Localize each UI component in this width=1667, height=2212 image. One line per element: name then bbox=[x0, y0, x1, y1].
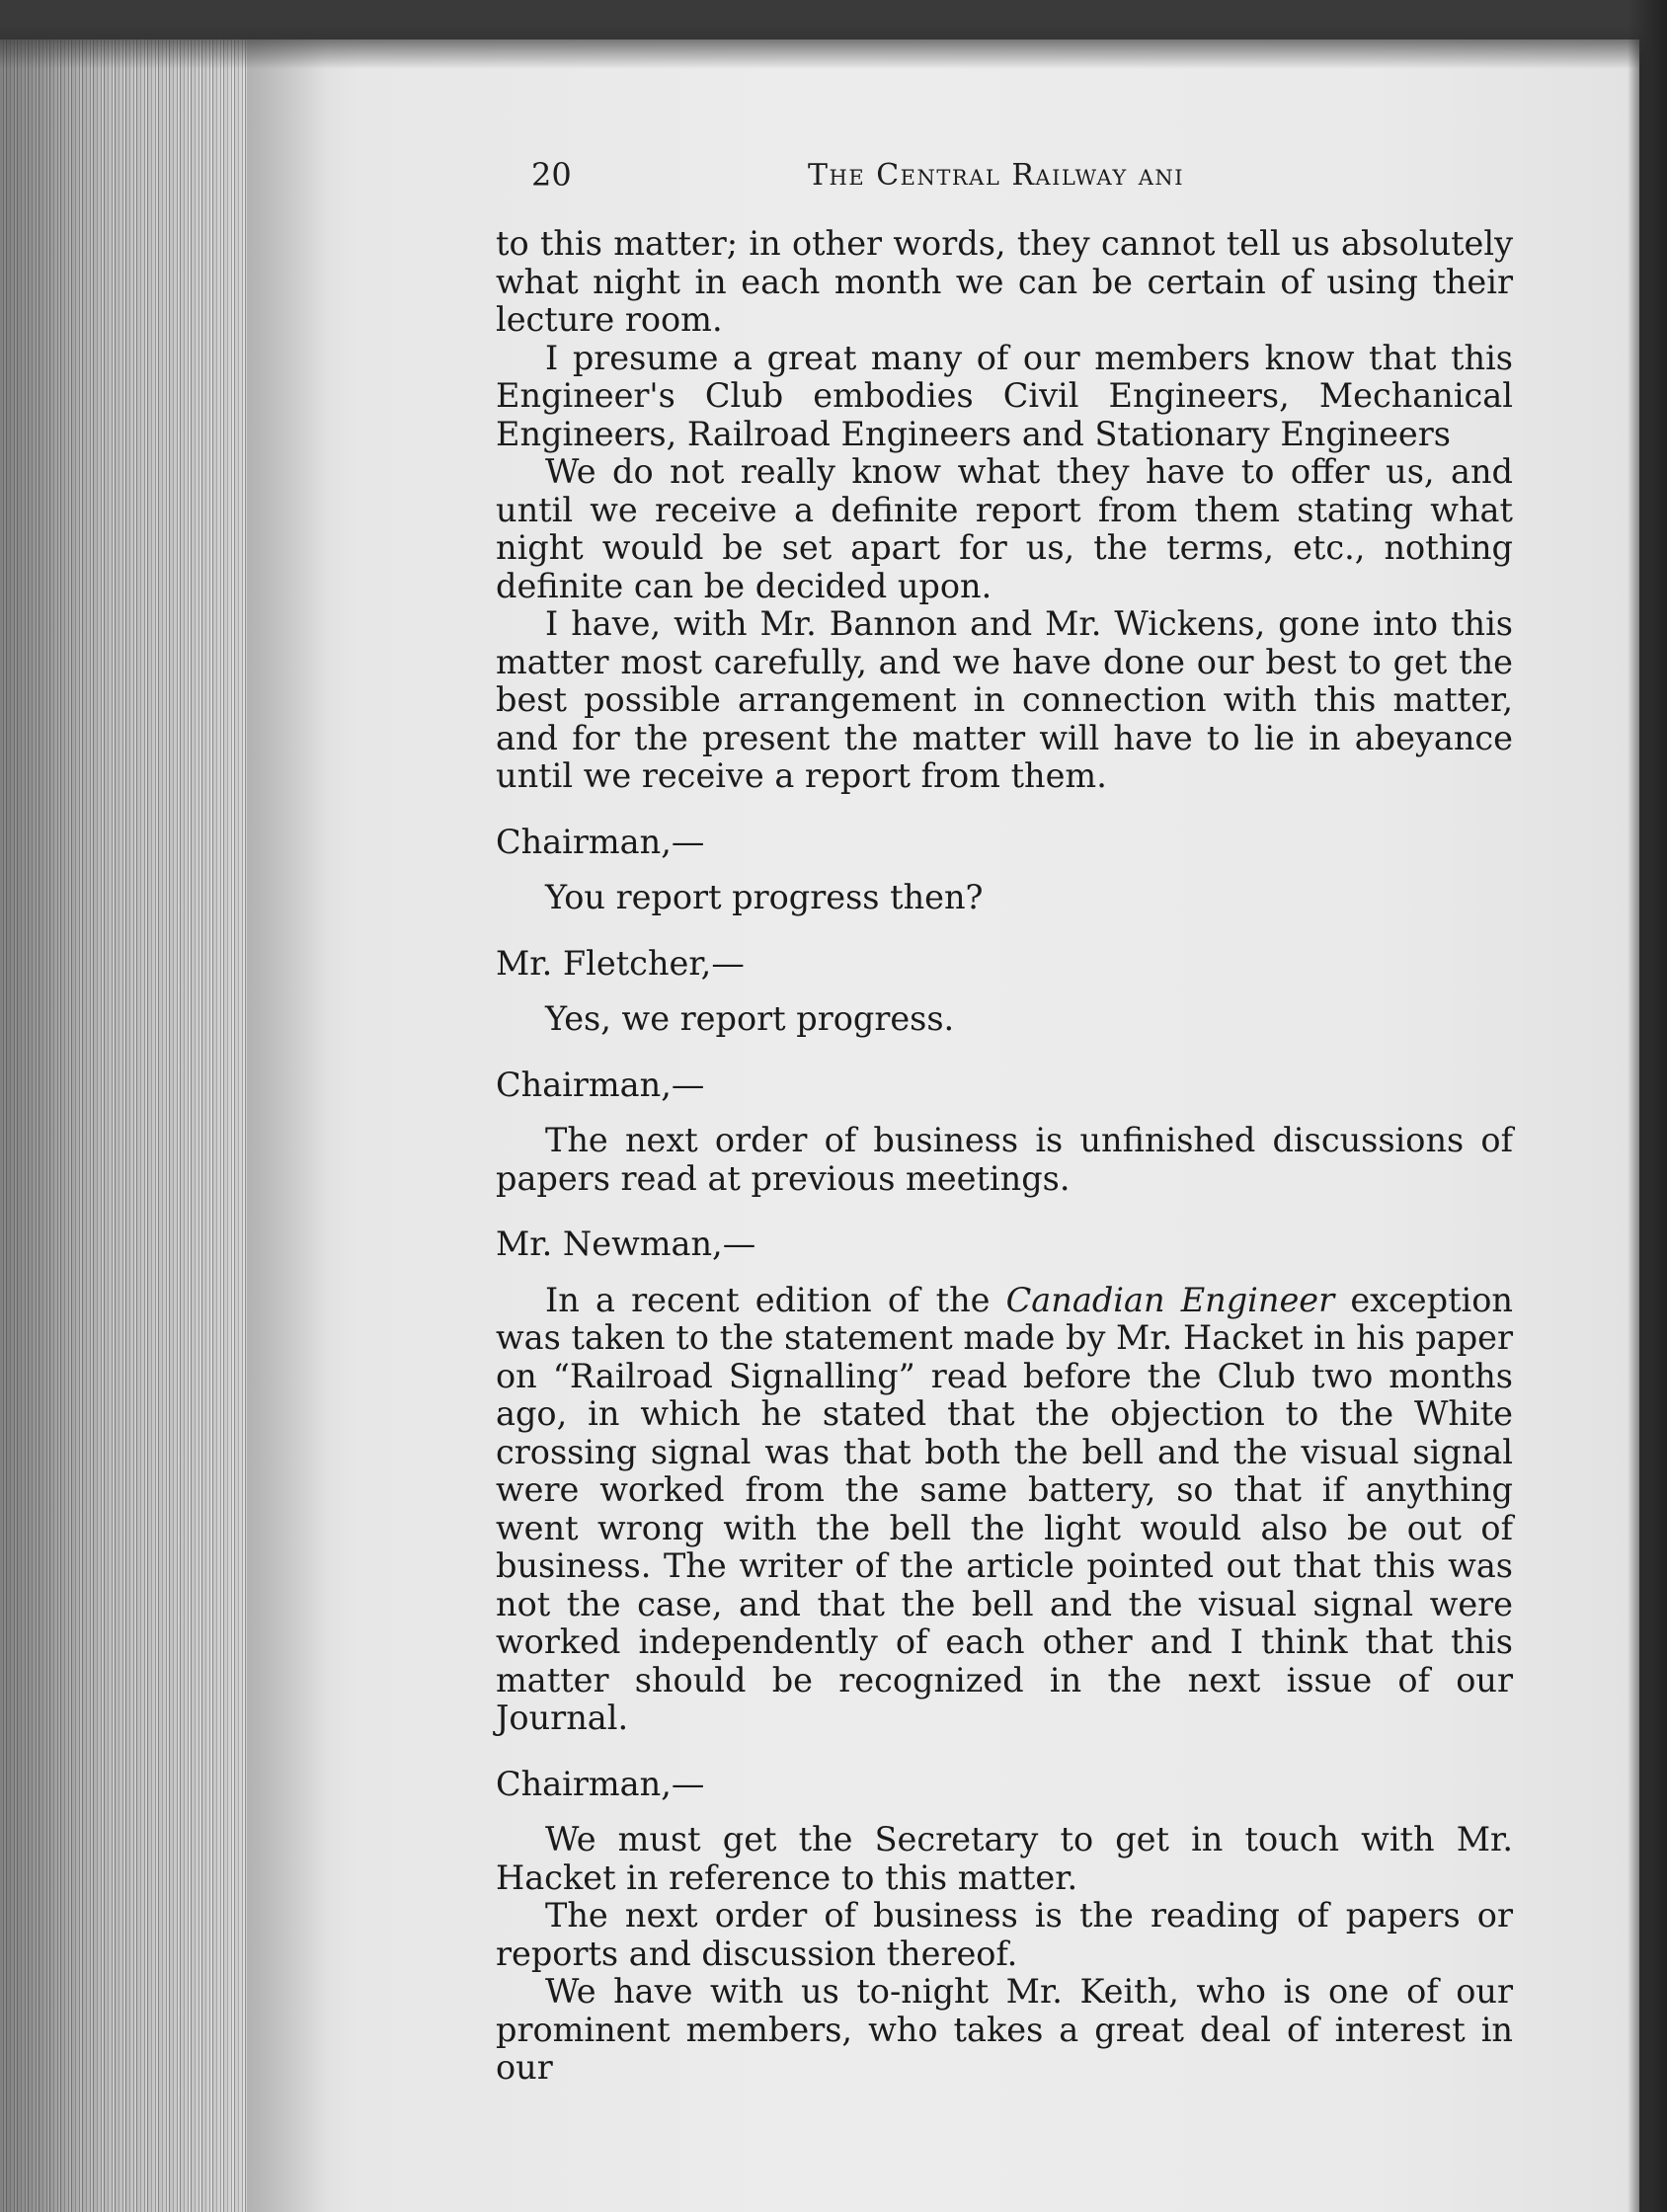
speech bbox=[496, 1282, 1513, 1738]
paragraph: I presume a great many of our members know that this Engineer's Club embodies Civil Engineers, Mechanical Engineers, Railroad Engineers and Stationary Engineers bbox=[496, 338, 1513, 453]
top-scan-shadow bbox=[0, 0, 1667, 69]
page-body bbox=[496, 225, 1513, 2088]
speech: You report progress then? bbox=[545, 878, 984, 916]
publication-title: Canadian Engineer bbox=[1005, 1280, 1335, 1319]
paragraph: The next order of business is the reading of papers or reports and discussion thereof. bbox=[496, 1896, 1513, 1973]
page-number: 20 bbox=[531, 156, 572, 194]
right-scan-edge bbox=[1627, 0, 1667, 2212]
speech: The next order of business is unfinished discussions of papers read at previous meetings. bbox=[496, 1121, 1513, 1198]
speaker-label: Chairman,— bbox=[496, 1065, 705, 1104]
gutter-shadow bbox=[247, 40, 326, 2212]
speaker-label: Mr. Newman,— bbox=[496, 1224, 756, 1263]
running-head bbox=[531, 156, 1519, 205]
speaker-label: Chairman,— bbox=[496, 1764, 705, 1803]
paragraph: We have with us to-night Mr. Keith, who is one of our prominent members, who takes a great deal of interest in our bbox=[496, 1972, 1513, 2087]
paragraph: I have, with Mr. Bannon and Mr. Wickens, gone into this matter most carefully, and we have done our best to get the best possible arrangement in connection with this matter, and for the present the matter will have to lie in abeyance until we receive a report from them. bbox=[496, 604, 1513, 795]
speech-text: In a recent edition of the bbox=[545, 1280, 991, 1319]
running-title: The Central Railway ani bbox=[808, 158, 1185, 193]
speech: We must get the Secretary to get in touch with Mr. Hacket in reference to this matter. bbox=[496, 1820, 1513, 1897]
speech-text: exception was taken to the statement made by Mr. Hacket in his paper on “Railroad Signalling” read before the Club two months ago, in which he stated that the objection to the White crossing signal was that both the bell and the visual signal were worked from the same battery, so that if anything went wrong with the bell the light would also be out of business. The writer of the article pointed out that this was not the case, and that the bell and the visual signal were worked independently of each other and I think that this matter should be recognized in the next issue of our Journal. bbox=[496, 1280, 1513, 1737]
speaker-label: Chairman,— bbox=[496, 822, 705, 861]
book-page bbox=[247, 40, 1639, 2212]
speech: Yes, we report progress. bbox=[545, 999, 955, 1038]
speaker-label: Mr. Fletcher,— bbox=[496, 943, 745, 983]
paragraph: to this matter; in other words, they cannot tell us absolutely what night in each month we can be certain of using their lecture room. bbox=[496, 224, 1513, 339]
page-stack-edges bbox=[0, 40, 277, 2212]
paragraph: We do not really know what they have to offer us, and until we receive a definite report from them stating what night would be set apart for us, the terms, etc., nothing definite can be decided upon. bbox=[496, 452, 1513, 605]
